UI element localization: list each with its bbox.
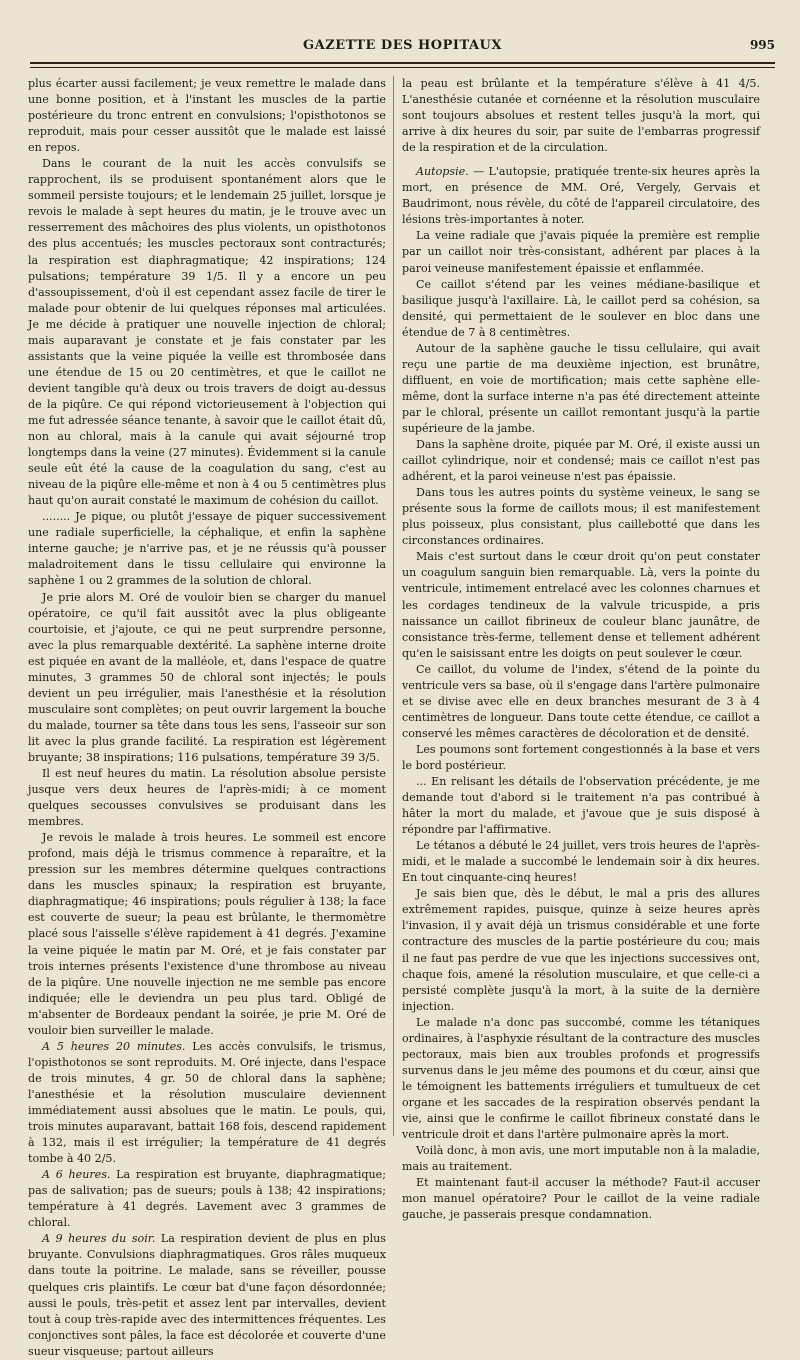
paragraph-text: Il est neuf heures du matin. La résolution absolue persiste jusque vers deux heures de l'après-midi; à ce moment quelques secousses convulsives se produisant dans les membres. <box>28 767 386 829</box>
paragraph <box>28 766 386 830</box>
paragraph-text: Dans la saphène droite, piquée par M. Oré, il existe aussi un caillot cylindrique, noir et condensé; mais ce caillot n'est pas adhérent, et la paroi veineuse n'est pas épaissie. <box>402 438 760 484</box>
paragraph <box>402 341 760 437</box>
paragraph-text: Voilà donc, à mon avis, une mort imputable non à la maladie, mais au traitement. <box>402 1144 760 1174</box>
paragraph <box>402 838 760 886</box>
paragraph-text: plus écarter aussi facilement; je veux remettre le malade dans une bonne position, et à l'instant les muscles de la partie postérieure du tronc entrent en convulsions; l'opisthotonos se reproduit, mais pour cesser aussitôt que le malade est laissé en repos. <box>28 77 386 155</box>
paragraph-lead-label: A 9 heures du soir. <box>42 1232 156 1246</box>
paragraph-text: la peau est brûlante et la température s'élève à 41 4/5. L'anesthésie cutanée et cornéenne et la résolution musculaire sont toujours absolues et restent telles jusqu'à la mort, qui arrive à dix heures du soir, par suite de l'embarras progressif de la respiration et de la circulation. <box>402 77 760 155</box>
paragraph-text: La respiration devient de plus en plus bruyante. Convulsions diaphragmatiques. Gros râles muqueux dans toute la poitrine. Le malade, sans se réveiller, pousse quelques cris plaintifs. Le cœur bat d'une façon désordonnée; aussi le pouls, très-petit et assez lent par intervalles, devient tout à coup très-rapide avec des intermittences fréquentes. Les conjonctives sont pâles, la face est décolorée et couverte d'une sueur visqueuse; partout ailleurs <box>28 1232 386 1358</box>
paragraph <box>28 1039 386 1167</box>
paragraph <box>28 156 386 509</box>
paragraph <box>402 437 760 485</box>
paragraph-text: ........ Je pique, ou plutôt j'essaye de piquer successivement une radiale superficielle, la céphalique, et enfin la saphène interne gauche; je n'arrive pas, et je ne réussis qu'à pousser maladroitement dans le tissu cellulaire qui environne la saphène 1 ou 2 grammes de la solution de chloral. <box>28 510 386 588</box>
paragraph <box>402 1143 760 1175</box>
paragraph-text: Je sais bien que, dès le début, le mal a pris des allures extrêmement rapides, puisque, quinze à seize heures après l'invasion, il y avait déjà un trismus considérable et une forte contracture des muscles de la partie postérieure du cou; mais il ne faut pas perdre de vue que les injections successives ont, chaque fois, amené la résolution musculaire, et que celle-ci a persisté complète jusqu'à la mort, à la suite de la dernière injection. <box>402 887 760 1013</box>
paragraph <box>402 742 760 774</box>
paragraph-lead-label: A 5 heures 20 minutes. <box>42 1039 186 1053</box>
paragraph-text: ... En relisant les détails de l'observation précédente, je me demande tout d'abord si le traitement n'a pas contribué à hâter la mort du malade, et j'avoue que je suis disposé à répondre par l'affirmative. <box>402 775 760 837</box>
page-number: 995 <box>749 38 775 52</box>
paragraph <box>28 1167 386 1231</box>
paragraph <box>402 277 760 341</box>
paragraph <box>402 1175 760 1223</box>
paragraph-text: Le tétanos a débuté le 24 juillet, vers trois heures de l'après-midi, et le malade a succombé le lendemain soir à dix heures. En tout cinquante-cinq heures! <box>402 839 760 885</box>
paragraph <box>402 662 760 742</box>
journal-title: GAZETTE DES HOPITAUX <box>303 38 502 53</box>
paragraph <box>402 164 760 228</box>
header-rule-thick <box>30 62 775 64</box>
paragraph-text: Ce caillot s'étend par les veines médiane-basilique et basilique jusqu'à l'axillaire. Là, le caillot perd sa cohésion, sa densité, qui permettaient de le soulever en bloc dans une étendue de 7 à 8 centimètres. <box>402 277 760 339</box>
column-separator <box>393 76 394 1136</box>
paragraph-text: Je prie alors M. Oré de vouloir bien se charger du manuel opératoire, ce qu'il fait aussitôt avec la plus obligeante courtoisie, et j'ajoute, ce qui ne peut surprendre personne, avec la plus remarquable dextérité. La saphène interne droite est piquée en avant de la malléole, et, dans l'espace de quatre minutes, 3 grammes 50 de chloral sont injectés; le pouls devient un peu irrégulier, mais l'anesthésie et la résolution musculaire sont complètes; on peut ouvrir largement la bouche du malade, tourner sa tête dans tous les sens, l'asseoir sur son lit avec la plus grande facilité. La respiration est légèrement bruyante; 38 inspirations; 116 pulsations, température 39 3/5. <box>28 590 386 764</box>
paragraph <box>28 76 386 156</box>
paragraph <box>402 549 760 661</box>
page-header <box>30 38 775 60</box>
paragraph-text: La veine radiale que j'avais piquée la première est remplie par un caillot noir très-consistant, adhérent par places à la paroi veineuse manifestement épaissie et enflammée. <box>402 229 760 275</box>
paragraph <box>402 76 760 156</box>
paragraph-text: Autour de la saphène gauche le tissu cellulaire, qui avait reçu une partie de ma deuxième injection, est brunâtre, diffluent, en voie de mortification; mais cette saphène elle-même, dont la surface interne n'a pas été directement atteinte par le chloral, présente un caillot remontant jusqu'à la partie supérieure de la jambe. <box>402 341 760 435</box>
paragraph-text: Ce caillot, du volume de l'index, s'étend de la pointe du ventricule vers sa base, où il s'engage dans l'artère pulmonaire et se divise avec elle en deux branches mesurant de 3 à 4 centimètres de longueur. Dans toute cette étendue, ce caillot a conservé les mêmes caractères de décoloration et de densité. <box>402 662 760 740</box>
paragraph <box>28 1231 386 1359</box>
paragraph-text: Les accès convulsifs, le trismus, l'opisthotonos se sont reproduits. M. Oré injecte, dans l'espace de trois minutes, 4 gr. 50 de chloral dans la saphène; l'anesthésie et la résolution musculaire deviennent immédiatement aussi absolues que le matin. Le pouls, qui, trois minutes auparavant, battait 168 fois, descend rapidement à 132, mais il est irrégulier; la température de 41 degrés tombe à 40 2/5. <box>28 1039 386 1166</box>
paragraph-text: Dans le courant de la nuit les accès convulsifs se rapprochent, ils se produisent spontanément alors que le sommeil persiste toujours; et le lendemain 25 juillet, lorsque je revois le malade à sept heures du matin, je le trouve avec un resserrement des mâchoires des plus violents, un opisthotonos des plus accentués; les muscles pectoraux sont contracturés; la respiration est diaphragmatique; 42 inspirations; 124 pulsations; température 39 1/5. Il y a encore un peu d'assoupissement, d'où il est cependant assez facile de tirer le malade pour obtenir de lui quelques réponses mal articulées. Je me décide à pratiquer une nouvelle injection de chloral; mais auparavant je constate et je fais constater par les assistants que la veine piquée la veille est thrombosée dans une étendue de 15 ou 20 centimètres, et que le caillot ne devient tangible qu'à deux ou trois travers de doigt au-dessus de la piqûre. Ce qui répond victorieusement à l'objection qui me fut adressée séance tenante, à savoir que le caillot était dû, non au chloral, mais à la canule qui avait séjourné trop longtemps dans la veine (27 minutes). Évidemment si la canule seule eût été la cause de la coagulation du sang, c'est au niveau de la piqûre elle-même et non à 4 ou 5 centimètres plus haut qu'on aurait constaté le maximum de cohésion du caillot. <box>28 157 386 508</box>
paragraph <box>402 228 760 276</box>
paragraph <box>28 590 386 767</box>
paragraph-text: La respiration est bruyante, diaphragmatique; pas de salivation; pas de sueurs; pouls à 138; 42 inspirations; température à 41 degrés. Lavement avec 3 grammes de chloral. <box>28 1168 386 1230</box>
paragraph-lead-label: Autopsie. <box>416 165 469 179</box>
paragraph <box>402 485 760 549</box>
paragraph <box>402 774 760 838</box>
paragraph-text: Dans tous les autres points du système veineux, le sang se présente sous la forme de caillots mous; il est manifestement plus poisseux, plus consistant, plus caillebotté que dans les circonstances ordinaires. <box>402 486 760 548</box>
paragraph-text: — L'autopsie, pratiquée trente-six heures après la mort, en présence de MM. Oré, Vergely, Gervais et Baudrimont, nous révèle, du côté de l'appareil circulatoire, des lésions très-importantes à noter. <box>402 165 760 227</box>
paragraph-text: Je revois le malade à trois heures. Le sommeil est encore profond, mais déjà le trismus commence à reparaître, et la pression sur les membres détermine quelques contractions dans les muscles spinaux; la respiration est bruyante, diaphragmatique; 46 inspirations; pouls régulier à 138; la face est couverte de sueur; la peau est brûlante, le thermomètre placé sous l'aisselle s'élève rapidement à 41 degrés. J'examine la veine piquée le matin par M. Oré, et je fais constater par trois internes présents l'existence d'une thrombose au niveau de la piqûre. Une nouvelle injection ne me semble pas encore indiquée; elle le deviendra un peu plus tard. Obligé de m'absenter de Bordeaux pendant la soirée, je prie M. Oré de vouloir bien surveiller le malade. <box>28 831 386 1037</box>
paragraph-text: Les poumons sont fortement congestionnés à la base et vers le bord postérieur. <box>402 742 760 772</box>
paragraph <box>28 509 386 589</box>
paragraph-text: Le malade n'a donc pas succombé, comme les tétaniques ordinaires, à l'asphyxie résultant de la contracture des muscles pectoraux, mais bien aux troubles profonds et progressifs survenus dans le jeu même des poumons et du cœur, ainsi que le témoignent les battements irréguliers et tumultueux de cet organe et les saccades de la respiration observés pendant la vie, ainsi que le confirme le caillot fibrineux constaté dans le ventricule droit et dans l'artère pulmonaire après la mort. <box>402 1015 760 1142</box>
header-rule-thin <box>30 67 775 68</box>
paragraph <box>28 830 386 1039</box>
paragraph <box>402 886 760 1014</box>
paragraph-text: Et maintenant faut-il accuser la méthode? Faut-il accuser mon manuel opératoire? Pour le caillot de la veine radiale gauche, je passerais presque condamnation. <box>402 1176 760 1222</box>
paragraph-gap <box>402 156 760 164</box>
paragraph-lead-label: A 6 heures. <box>42 1168 111 1182</box>
left-column <box>28 76 386 1360</box>
right-column <box>402 76 760 1223</box>
paragraph <box>402 1015 760 1143</box>
paragraph-text: Mais c'est surtout dans le cœur droit qu'on peut constater un coagulum sanguin bien remarquable. Là, vers la pointe du ventricule, intimement entrelacé avec les colonnes charnues et les cordages tendineux de la valvule tricuspide, a pris naissance un caillot fibrineux de couleur blanc jaunâtre, de consistance très-ferme, tellement dense et tellement adhérent qu'en le saisissant entre les doigts on peut soulever le cœur. <box>402 550 760 660</box>
